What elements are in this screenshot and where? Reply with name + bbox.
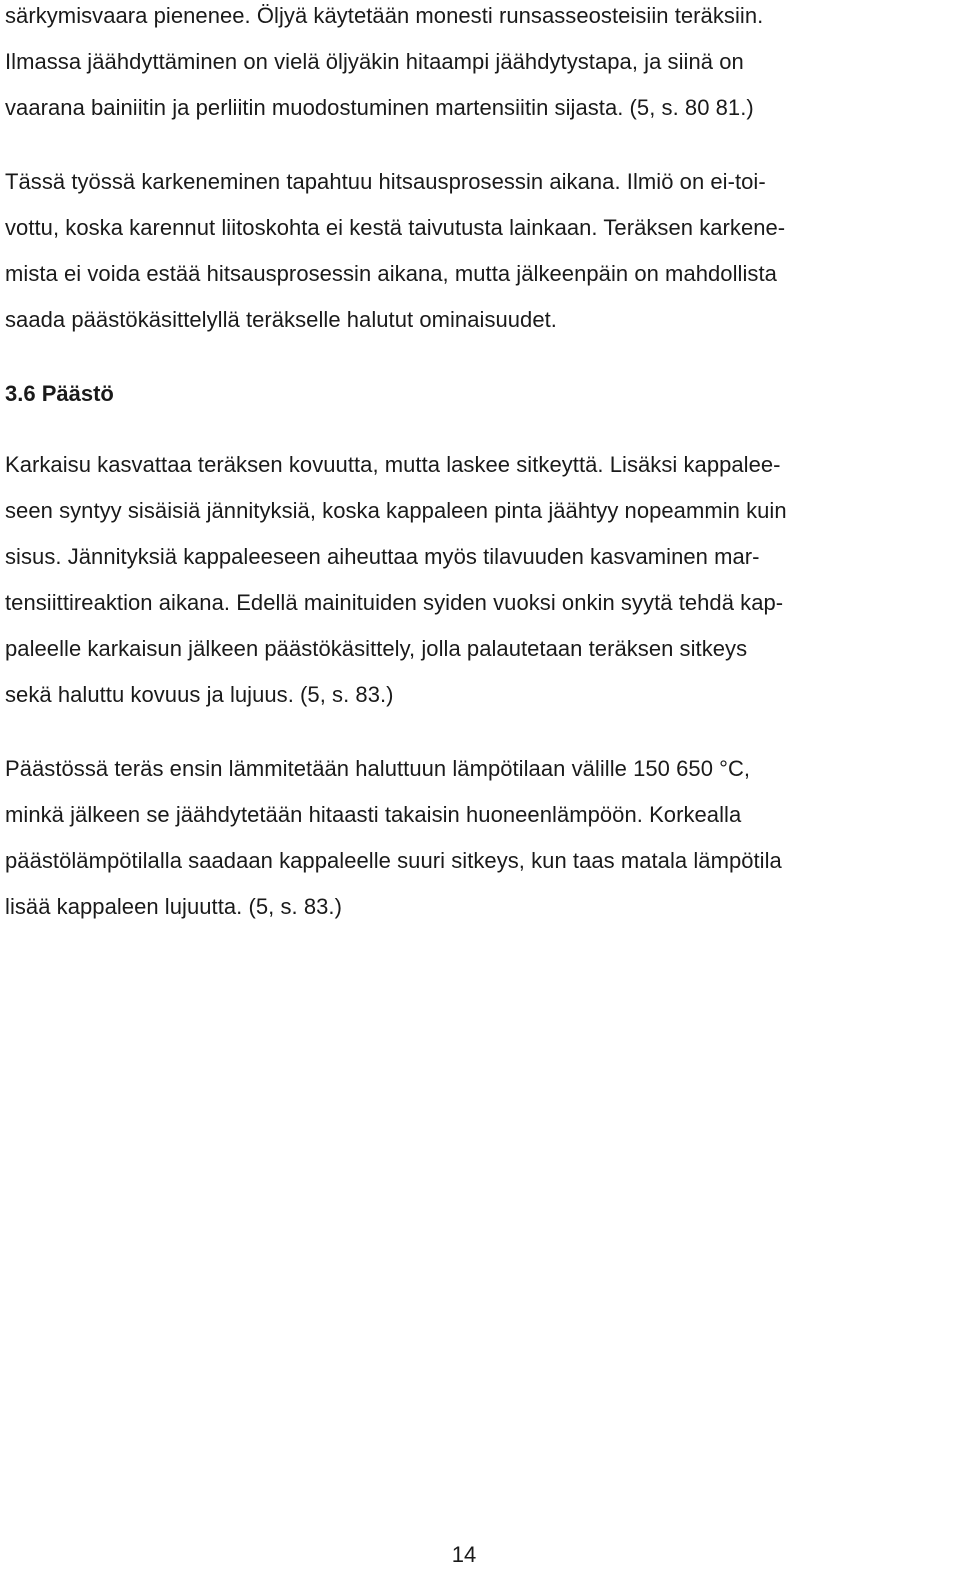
paragraph-line: Ilmassa jäähdyttäminen on vielä öljyäkin hitaampi jäähdytystapa, ja siinä on — [5, 49, 744, 74]
paragraph-line: minkä jälkeen se jäähdytetään hitaasti takaisin huoneenlämpöön. Korkealla — [5, 802, 742, 827]
page-number: 14 — [451, 1542, 477, 1567]
paragraph-line: Päästössä teräs ensin lämmitetään haluttuun lämpötilaan välille 150 650 °C, — [5, 756, 751, 781]
paragraph-line: Karkaisu kasvattaa teräksen kovuutta, mutta laskee sitkeyttä. Lisäksi kappalee- — [5, 452, 781, 477]
paragraph-line: vottu, koska karennut liitoskohta ei kestä taivutusta lainkaan. Teräksen karkene- — [5, 215, 786, 240]
paragraph-line: sisus. Jännityksiä kappaleeseen aiheuttaa myös tilavuuden kasvaminen mar- — [5, 544, 760, 569]
paragraph-line: saada päästökäsittelyllä teräkselle halutut ominaisuudet. — [5, 307, 557, 332]
paragraph-line: särkymisvaara pienenee. Öljyä käytetään monesti runsasseosteisiin teräksiin. — [5, 3, 764, 28]
paragraph-line: seen syntyy sisäisiä jännityksiä, koska kappaleen pinta jäähtyy nopeammin kuin — [5, 498, 787, 523]
paragraph-line: vaarana bainiitin ja perliitin muodostuminen martensiitin sijasta. (5, s. 80 81.) — [5, 95, 754, 120]
paragraph-line: paleelle karkaisun jälkeen päästökäsittely, jolla palautetaan teräksen sitkeys — [5, 636, 748, 661]
paragraph-line: lisää kappaleen lujuutta. (5, s. 83.) — [5, 894, 342, 919]
paragraph-line: sekä haluttu kovuus ja lujuus. (5, s. 83.) — [5, 682, 394, 707]
paragraph-line: tensiittireaktion aikana. Edellä mainituiden syiden vuoksi onkin syytä tehdä kap- — [5, 590, 784, 615]
paragraph-line: Tässä työssä karkeneminen tapahtuu hitsausprosessin aikana. Ilmiö on ei-toi- — [5, 169, 766, 194]
paragraph-line: päästölämpötilalla saadaan kappaleelle suuri sitkeys, kun taas matala lämpötila — [5, 848, 782, 873]
paragraph-line: mista ei voida estää hitsausprosessin aikana, mutta jälkeenpäin on mahdollista — [5, 261, 777, 286]
section-heading: 3.6 Päästö — [5, 381, 114, 406]
